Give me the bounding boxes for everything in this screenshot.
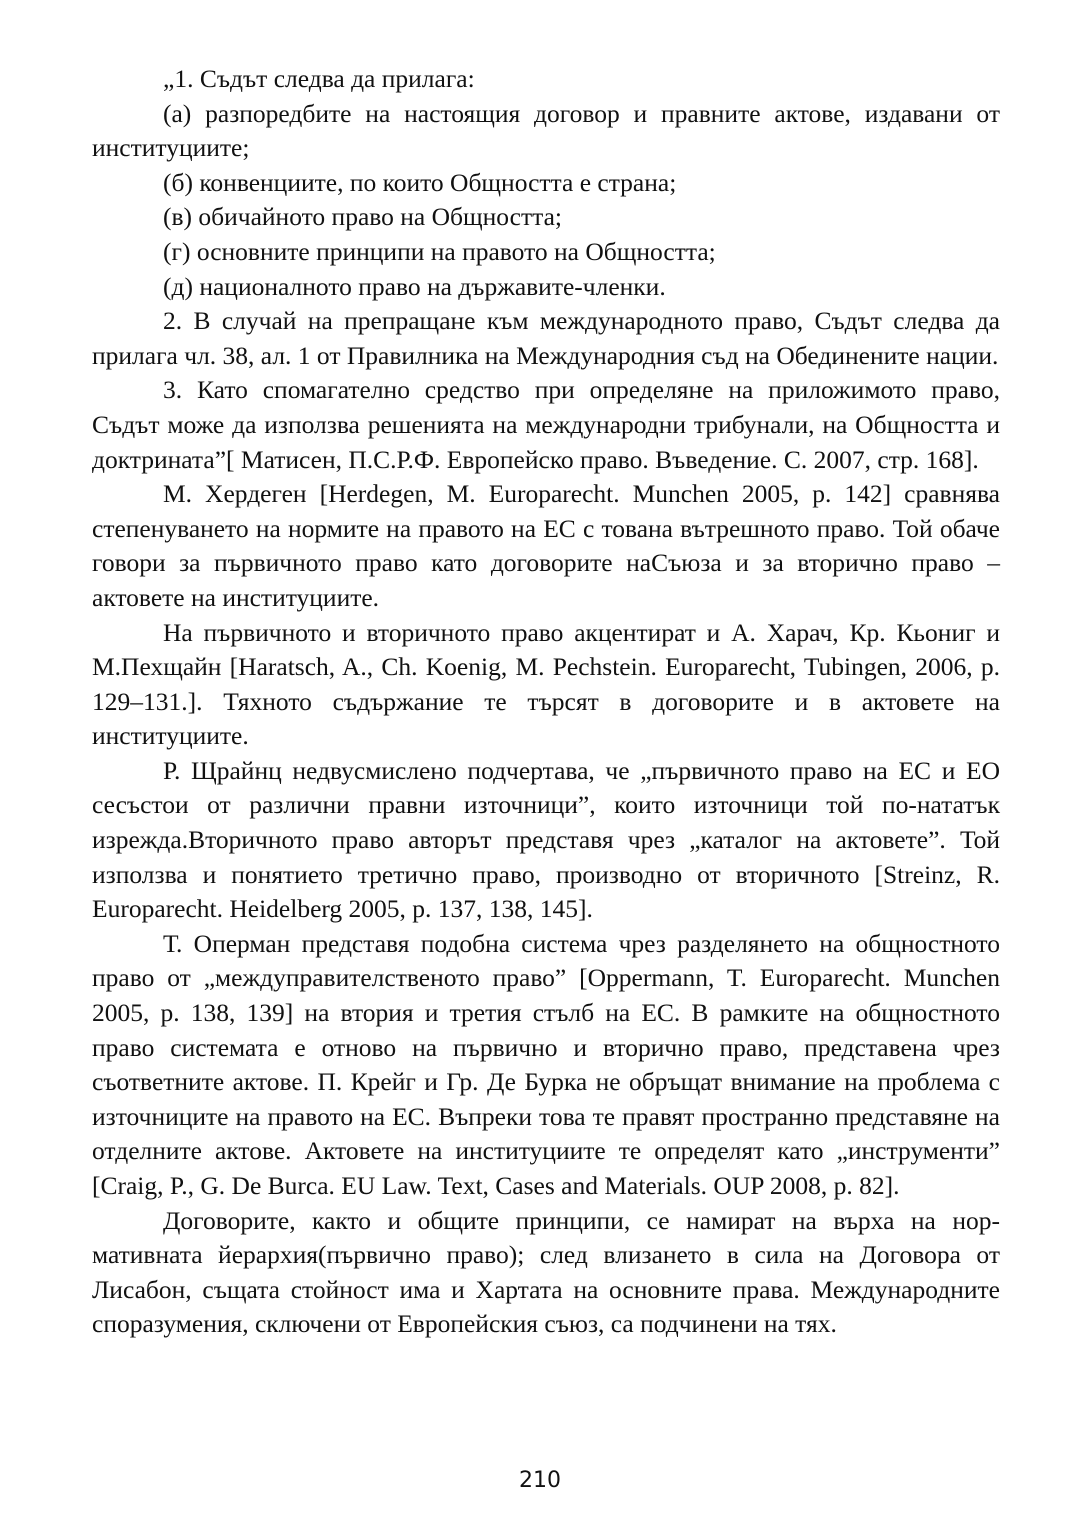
paragraph-item-b: (б) конвенциите, по които Общността е страна; [163,167,677,197]
page-number: 210 [519,1468,561,1493]
paragraph-treaties: Договорите, както и общите принципи, се намират на върха на нормативната йерархия(първично право); след влизането в сила на Договора от Лисабон, същата стойност има и Хартата на основните права. Международните споразумения, сключени от Европейския съюз, са подчинени на тях. [92,1205,1000,1339]
paragraph-item-v: (в) обичайното право на Общността; [163,202,562,232]
paragraph-item-a: (а) разпоредбите на настоящия договор и правните актове, издавани от институциите; [92,98,1000,163]
paragraph-haratsch: На първичното и вторичното право акцентират и А. Харач, Кр. Кьониг и М.Пехщайн [Haratsch, A., Ch. Koenig, M. Pechstein. Europarecht, Tubingen, 2006, p. 129–131.]. Тяхното съдържание те търсят в договорите и в актовете на институциите. [92,617,1000,751]
paragraph-item-d: (д) националното право на държавите-членки. [163,271,666,301]
paragraph-streinz: Р. Щрайнц недвусмислено подчертава, че „първичното право на ЕС и ЕО сесъстои от различни правни източници”, които източници той по-нататък изрежда.Вторичното право авторът представя чрез „каталог на актовете”. Той използва и понятието третично право, производно от вторичното [Streinz, R. Europarecht. Heidelberg 2005, p. 137, 138, 145]. [92,755,1000,924]
document-body [92,62,1000,1342]
paragraph-point-2: 2. В случай на препращане към международното право, Съдът следва да прилага чл. 38, ал. 1 от Правилника на Международния съд на Обединените нации. [92,306,1000,370]
paragraph-oppermann: Т. Оперман представя подобна система чрез разделянето на общностното право от „междуправителственото право” [Oppermann, T. Europarecht. Munchen 2005, p. 138, 139] на втория и третия стълб на ЕС. В рамките на общностното право системата е отново на първично и вторично право, представена чрез съответните актове. П. Крейг и Гр. Де Бурка не обръщат внимание на проблема с източниците на правото на ЕС. Въпреки това те правят пространно представяне на отделните актове. Актовете на институциите те определят като „инструменти” [Craig, P., G. De Burca. EU Law. Text, Cases and Materials. OUP 2008, p. 82]. [92,928,1000,1200]
paragraph-point-3: 3. Като спомагателно средство при определяне на приложимото право, Съдът може да използва решенията на международни трибунали, на Общността и доктрината”[ Матисен, П.С.Р.Ф. Европейско право. Въведение. С. 2007, стр. 168]. [92,375,1000,474]
paragraph-herdegen: М. Хердеген [Herdegen, M. Europarecht. Munchen 2005, p. 142] сравнява степенуването на нормите на правото на ЕС с тована вътрешното право. Той обаче говори за първичното право като договорите наСъюза и за вторично право – актовете на институциите. [92,479,1000,612]
paragraph-item-g: (г) основните принципи на правото на Общността; [163,236,716,266]
paragraph-court-applies: „1. Съдът следва да прилага: [163,64,475,93]
